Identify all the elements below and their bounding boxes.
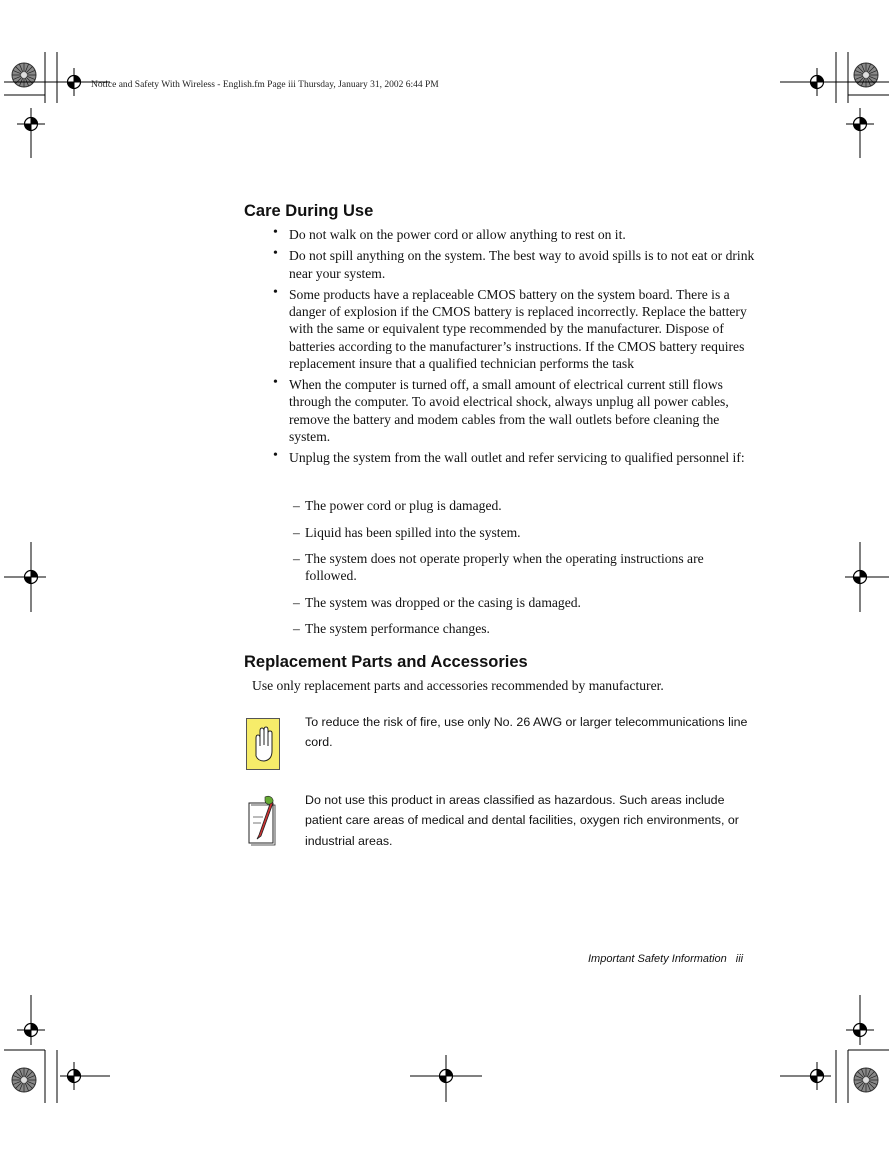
- footer-title: Important Safety Information: [588, 953, 727, 965]
- bullet-icon: •: [273, 448, 278, 464]
- replacement-parts-intro: Use only replacement parts and accessories recommended by manufacturer.: [252, 678, 664, 693]
- list-item: • Unplug the system from the wall outlet and refer servicing to qualified personnel if:: [273, 448, 745, 466]
- list-item: – Liquid has been spilled into the system.: [293, 524, 521, 540]
- caution-hand-icon: [246, 718, 280, 775]
- unplug-conditions-list: [293, 497, 753, 647]
- bullet-icon: •: [273, 225, 278, 240]
- list-item: • Do not spill anything on the system. The best way to avoid spills is to not eat or drink near your system.: [273, 246, 755, 281]
- list-item: – The system was dropped or the casing is damaged.: [293, 594, 581, 610]
- bullet-icon: •: [273, 246, 278, 262]
- page-footer: [588, 953, 743, 965]
- list-item: – The system does not operate properly when the operating instructions are followed.: [293, 551, 704, 584]
- page-number: iii: [735, 953, 744, 965]
- hazard-note-text: Do not use this product in areas classified as hazardous. Such areas include patient care areas of medical and dental facilities, oxygen rich environments, or industrial areas.: [305, 793, 739, 848]
- list-item: • Do not walk on the power cord or allow anything to rest on it.: [273, 225, 626, 242]
- list-item: • When the computer is turned off, a small amount of electrical current still flows through the computer. To avoid electrical shock, always unplug all power cables, remove the battery and modem cables from the wall outlets before cleaning the system.: [273, 375, 729, 444]
- caution-note-text: To reduce the risk of fire, use only No. 26 AWG or larger telecommunications line cord.: [305, 715, 748, 750]
- care-during-use-heading: Care During Use: [244, 202, 374, 220]
- care-bullet-list: [271, 226, 756, 471]
- note-pen-icon: [245, 795, 281, 852]
- list-item: • Some products have a replaceable CMOS battery on the system board. There is a danger of explosion if the CMOS battery is replaced incorrectly. Replace the battery with the same or equivalent type recommended by the manufacturer. Dispose of batteries according to the manufacturer’s instructions. If the CMOS battery requires replacement insure that a qualified technician performs the task: [273, 284, 747, 371]
- list-item: – The system performance changes.: [293, 621, 490, 637]
- file-info-header: Notice and Safety With Wireless - English.fm Page iii Thursday, January 31, 2002 6:44 PM: [91, 80, 439, 90]
- replacement-parts-heading: Replacement Parts and Accessories: [244, 653, 528, 671]
- bullet-icon: •: [273, 375, 278, 391]
- bullet-icon: •: [273, 284, 278, 300]
- list-item: – The power cord or plug is damaged.: [293, 498, 502, 513]
